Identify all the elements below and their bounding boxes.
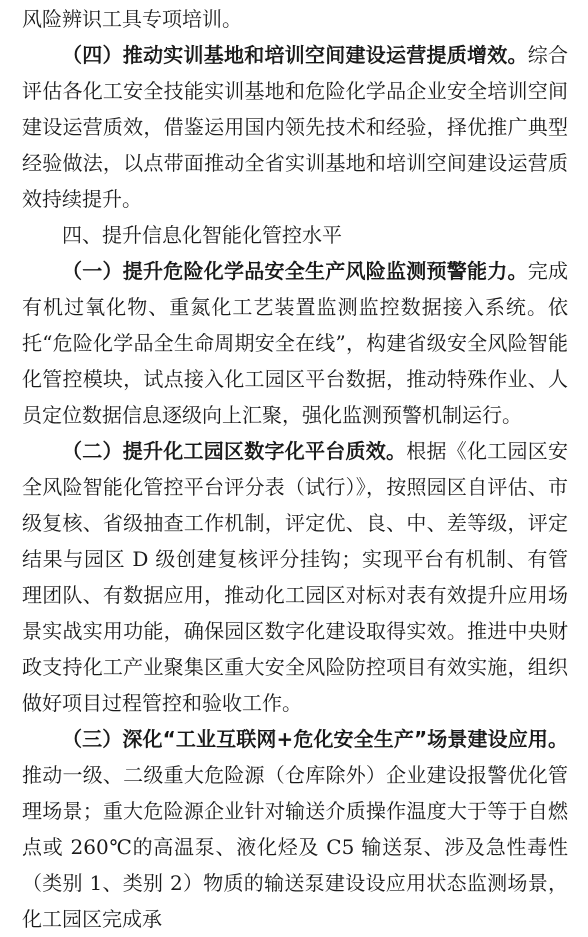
paragraph-body: 综合评估各化工安全技能实训基地和危险化学品企业安全培训空间建设运营质效，借鉴运用国内领先技术和经验，择优推广典型经验做法，以点带面推动全省实训基地和培训空间建设运营质效持续提升。 [22,43,568,211]
paragraph-body: 根据《化工园区安全风险智能化管控平台评分表（试行）》，按照园区自评估、市级复核、省级抽查工作机制，评定优、良、中、差等级，评定结果与园区 D 级创建复核评分挂钩；实现平台有机制、有管理团队、有数据应用，推动化工园区对标对表有效提升应用场景实战实用功能，确保园区数字化建设取得实效。推进中央财政支持化工产业聚集区重大安全风险防控项目有效实施，组织做好项目过程管控和验收工作。 [22,439,568,715]
section-heading-4: 四、提升信息化智能化管控水平 [62,223,342,247]
section-4-item-2 [22,433,568,721]
paragraph-continuation [22,1,568,37]
section-3-item-4 [22,37,568,217]
paragraph-body: 推动一级、二级重大危险源（仓库除外）企业建设报警优化管理场景；重大危险源企业针对输送介质操作温度大于等于自燃点或 260℃的高温泵、液化烃及 C5 输送泵、涉及急性毒性（类别 1、类别 2）物质的输送泵建设设应用状态监测场景， 化工园区完成承 [22,763,568,931]
item-lead-heading: （三）深化“工业互联网+危化安全生产”场景建设应用。 [62,727,568,751]
item-lead-heading: （一）提升危险化学品安全生产风险监测预警能力。 [62,259,528,283]
section-4-item-3 [22,721,568,937]
paragraph-body: 风险辨识工具专项培训。 [22,7,242,31]
item-lead-heading: （四）推动实训基地和培训空间建设运营提质增效。 [62,43,528,67]
item-lead-heading: （二）提升化工园区数字化平台质效。 [62,439,407,463]
section-4-item-1 [22,253,568,433]
paragraph-body: 完成有机过氧化物、重氮化工艺装置监测监控数据接入系统。依托“危险化学品全生命周期安全在线”，构建省级安全风险智能化管控模块，试点接入化工园区平台数据，推动特殊作业、人员定位数据信息逐级向上汇聚，强化监测预警机制运行。 [22,259,568,427]
